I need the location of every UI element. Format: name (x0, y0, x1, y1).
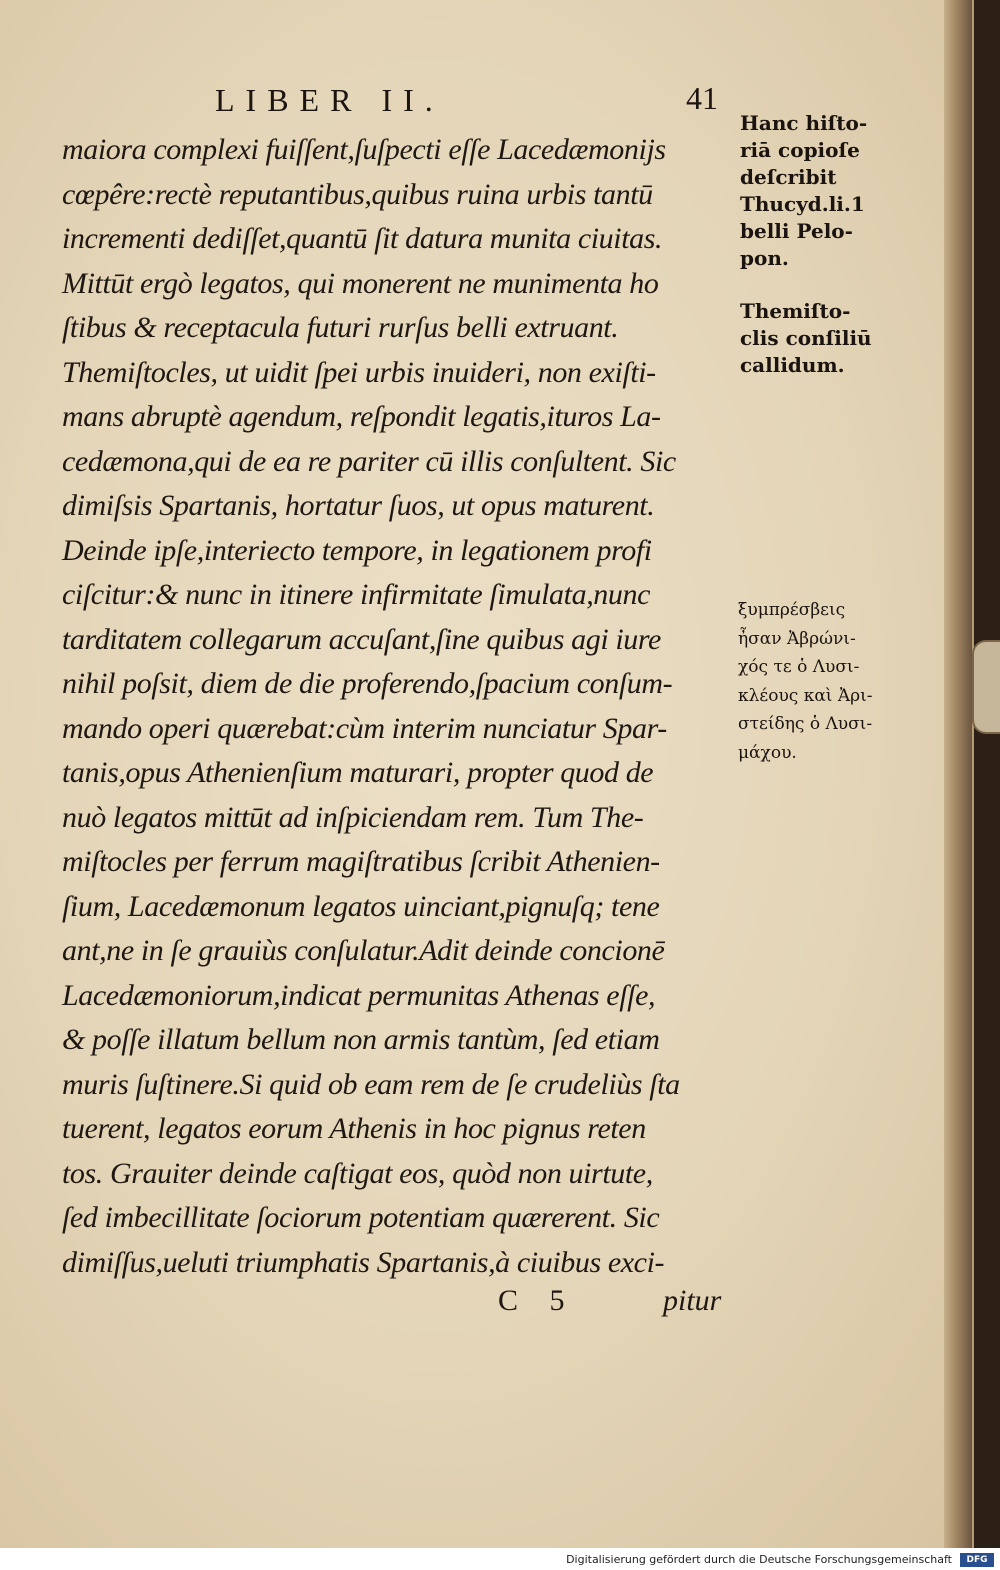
marginal-line: χός τε ὁ Λυσι- (738, 657, 860, 677)
text-line: ſium, Lacedæmonum legatos uinciant,pignuſq; tene (62, 889, 660, 923)
text-line: ſed imbecillitate ſociorum potentiam quærerent. Sic (62, 1201, 660, 1234)
marginal-line: clis conſiliū (740, 326, 872, 350)
marginal-line: Hanc hiſto- (740, 111, 868, 135)
text-line: ciſcitur:& nunc in itinere infirmitate ſimulata,nunc (62, 578, 651, 611)
marginal-line: riā copioſe (740, 138, 860, 162)
text-line: tanis,opus Athenienſium maturari, propter quod de (62, 756, 654, 789)
marginal-note-thucydides (740, 110, 867, 272)
signature-mark: C 5 (498, 1284, 577, 1317)
text-line: Themiſtocles, ut uidit ſpei urbis inuideri, non exiſti- (62, 355, 656, 389)
digitization-footer (0, 1548, 1000, 1570)
text-line: tos. Grauiter deinde caſtigat eos, quòd non uirtute, (62, 1156, 653, 1190)
text-line: mans abruptè agendum, reſpondit legatis,ituros La- (62, 400, 661, 433)
text-line: cedæmona,qui de ea re pariter cū illis conſultent. Sic (62, 444, 676, 478)
marginal-line: callidum. (740, 353, 845, 377)
marginal-line: στείδης ὁ Λυσι- (738, 714, 873, 734)
text-line: muris ſuſtinere.Si quid ob eam rem de ſe crudeliùs ſta (62, 1067, 680, 1101)
book-clasp (972, 640, 1000, 734)
marginal-line: pon. (740, 246, 789, 270)
marginal-line: Themiſto- (740, 299, 851, 323)
catchword: pitur (663, 1284, 722, 1317)
text-line: maiora complexi fuiſſent,ſuſpecti eſſe Lacedæmonijs (62, 133, 666, 166)
page-number: 41 (686, 80, 718, 116)
marginal-line: ξυμπρέσβεις (738, 600, 846, 620)
text-line: Mittūt ergò legatos, qui monerent ne munimenta ho (62, 266, 659, 300)
text-line: miſtocles per ferrum magiſtratibus ſcribit Athenien- (62, 845, 660, 878)
marginal-note-themistocles (740, 298, 872, 379)
page-edge (944, 0, 972, 1548)
dfg-logo: DFG (960, 1553, 994, 1567)
marginal-line: belli Pelo- (740, 219, 853, 243)
text-line: dimiſſus,ueluti triumphatis Spartanis,à ciuibus exci- (62, 1245, 665, 1279)
text-line: incrementi dediſſet,quantū ſit datura munita ciuitas. (62, 222, 663, 255)
marginal-line: κλέους καὶ Ἀρι- (738, 685, 873, 706)
body-text (62, 128, 742, 1285)
text-line: nuò legatos mittūt ad inſpiciendam rem. Tum The- (62, 800, 644, 834)
marginal-line: deſcribit (740, 165, 837, 189)
text-line: & poſſe illatum bellum non armis tantùm, ſed etiam (62, 1023, 660, 1056)
text-line: tarditatem collegarum accuſant,ſine quibus agi iure (62, 622, 661, 656)
text-line: tuerent, legatos eorum Athenis in hoc pignus reten (62, 1112, 646, 1145)
marginal-note-greek (738, 596, 873, 767)
text-line: nihil poſsit, diem de die proferendo,ſpacium conſum- (62, 667, 673, 700)
text-line: dimiſsis Spartanis, hortatur ſuos, ut opus maturent. (62, 489, 655, 522)
text-line: Deinde ipſe,interiecto tempore, in legationem profi (62, 533, 652, 567)
text-line: Lacedæmoniorum,indicat permunitas Athenas eſſe, (62, 978, 656, 1012)
marginal-line: Thucyd.li.1 (740, 192, 865, 216)
text-line: ſtibus & receptacula futuri rurſus belli extruant. (62, 311, 619, 344)
text-line: cœpêre:rectè reputantibus,quibus ruina urbis tantū (62, 177, 653, 211)
marginal-line: μάχου. (738, 742, 797, 763)
marginal-line: ἦσαν Ἀβρώνι- (738, 628, 856, 649)
funding-credit: Digitalisierung gefördert durch die Deutsche Forschungsgemeinschaft (566, 1553, 952, 1566)
text-line: mando operi quærebat:cùm interim nunciatur Spar- (62, 711, 667, 745)
running-head: LIBER II. (215, 82, 444, 118)
text-line: ant,ne in ſe grauiùs conſulatur.Adit deinde concionē (62, 934, 665, 967)
